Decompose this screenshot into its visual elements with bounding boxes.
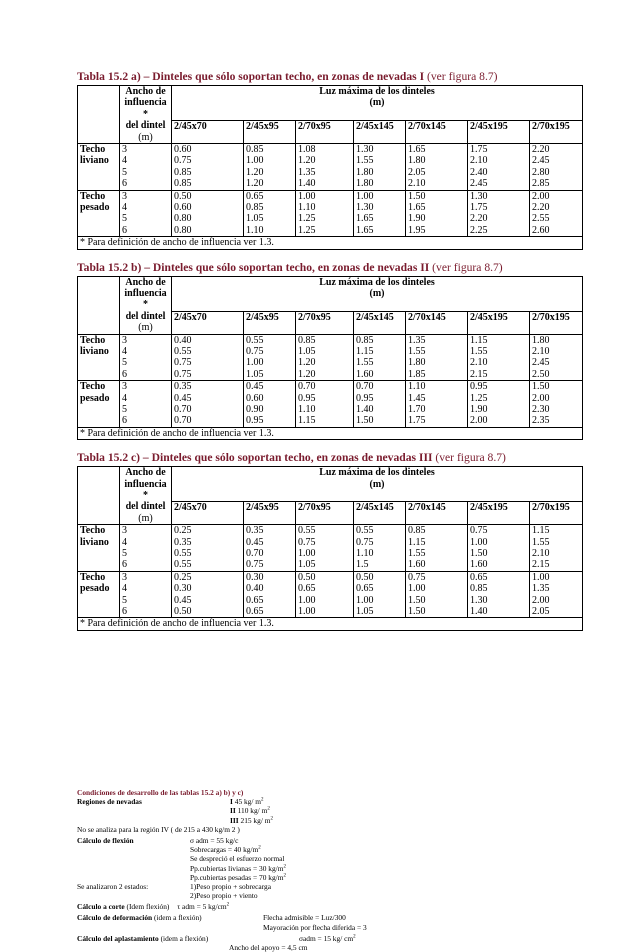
deform-label: Cálculo de deformación bbox=[77, 913, 153, 923]
table-footnote: * Para definición de ancho de influencia ver 1.3. bbox=[78, 618, 583, 630]
column-header: 2/70x195 bbox=[530, 311, 583, 334]
column-header: 2/70x145 bbox=[406, 311, 468, 334]
lintel-table bbox=[77, 276, 583, 441]
column-header: 2/70x95 bbox=[296, 502, 354, 525]
column-header: 2/70x95 bbox=[296, 311, 354, 334]
regiones-label: Regiones de nevadas bbox=[77, 797, 142, 807]
luz-values: 0.50 0.65 1.00 1.00 bbox=[296, 571, 354, 618]
column-header: 2/45x145 bbox=[354, 311, 406, 334]
luz-values: 0.50 0.65 1.00 1.05 bbox=[354, 571, 406, 618]
document-page bbox=[77, 70, 582, 642]
luz-values: 0.35 0.45 0.70 0.75 bbox=[244, 525, 296, 572]
luz-values: 0.65 0.85 1.30 1.40 bbox=[468, 571, 530, 618]
aplast-label: Cálculo del aplastamiento bbox=[77, 933, 159, 943]
luz-values: 0.50 0.60 0.80 0.80 bbox=[172, 190, 244, 237]
table-title: Tabla 15.2 b) – Dinteles que sólo soportan techo, en zonas de nevadas II (ver figura 8.7) bbox=[77, 260, 503, 274]
luz-values: 0.30 0.40 0.65 0.65 bbox=[244, 571, 296, 618]
column-header: 2/70x195 bbox=[530, 502, 583, 525]
luz-values: 0.55 0.75 1.10 1.5 bbox=[354, 525, 406, 572]
luz-header: Luz máxima de los dinteles (m) bbox=[172, 86, 583, 121]
ancho-header: Ancho de influencia * del dintel (m) bbox=[120, 467, 172, 525]
table-row bbox=[78, 571, 583, 618]
luz-values: 0.25 0.35 0.55 0.55 bbox=[172, 525, 244, 572]
column-header: 2/45x70 bbox=[172, 311, 244, 334]
table-header-row bbox=[78, 86, 583, 121]
table-title: Tabla 15.2 a) – Dinteles que sólo soportan techo, en zonas de nevadas I (ver figura 8.7) bbox=[77, 70, 498, 83]
luz-values: 0.85 1.15 1.55 1.60 bbox=[354, 334, 406, 381]
table-header-row bbox=[78, 467, 583, 502]
luz-values: 0.85 1.05 1.20 1.20 bbox=[296, 334, 354, 381]
luz-values: 0.95 1.25 1.90 2.00 bbox=[468, 381, 530, 428]
column-header: 2/45x95 bbox=[244, 121, 296, 144]
luz-header: Luz máxima de los dinteles (m) bbox=[172, 276, 583, 311]
table-row bbox=[78, 525, 583, 572]
ancho-values: 3 4 5 6 bbox=[120, 525, 172, 572]
luz-values: 0.55 0.75 1.00 1.05 bbox=[296, 525, 354, 572]
roof-type: Techo pesado bbox=[78, 571, 120, 618]
column-header: 2/45x70 bbox=[172, 121, 244, 144]
column-header: 2/45x145 bbox=[354, 502, 406, 525]
roof-type: Techo liviano bbox=[78, 334, 120, 381]
ancho-values: 3 4 5 6 bbox=[120, 144, 172, 191]
roof-type: Techo liviano bbox=[78, 144, 120, 191]
luz-values: 0.70 0.95 1.10 1.15 bbox=[296, 381, 354, 428]
luz-values: 1.00 1.10 1.25 1.25 bbox=[296, 190, 354, 237]
luz-values: 1.30 1.75 2.20 2.25 bbox=[468, 190, 530, 237]
column-header: 2/70x95 bbox=[296, 121, 354, 144]
table-block bbox=[77, 451, 582, 631]
luz-values: 0.75 1.00 1.50 1.50 bbox=[406, 571, 468, 618]
luz-values: 1.15 1.55 2.10 2.15 bbox=[530, 525, 583, 572]
column-header: 2/45x195 bbox=[468, 502, 530, 525]
luz-values: 1.50 1.65 1.90 1.95 bbox=[406, 190, 468, 237]
luz-values: 1.30 1.55 1.80 1.80 bbox=[354, 144, 406, 191]
roof-type: Techo liviano bbox=[78, 525, 120, 572]
lintel-table bbox=[77, 466, 583, 631]
table-footnote: * Para definición de ancho de influencia ver 1.3. bbox=[78, 237, 583, 249]
luz-values: 2.00 2.20 2.55 2.60 bbox=[530, 190, 583, 237]
table-footnote: * Para definición de ancho de influencia ver 1.3. bbox=[78, 427, 583, 439]
estados-label: Se analizaron 2 estados: bbox=[77, 881, 149, 891]
roof-type: Techo pesado bbox=[78, 381, 120, 428]
column-header: 2/70x145 bbox=[406, 121, 468, 144]
luz-values: 0.35 0.45 0.70 0.70 bbox=[172, 381, 244, 428]
ancho-values: 3 4 5 6 bbox=[120, 381, 172, 428]
ancho-header: Ancho de influencia * del dintel (m) bbox=[120, 276, 172, 334]
column-header: 2/45x145 bbox=[354, 121, 406, 144]
luz-header: Luz máxima de los dinteles (m) bbox=[172, 467, 583, 502]
luz-values: 1.15 1.55 2.10 2.15 bbox=[468, 334, 530, 381]
column-header: 2/70x145 bbox=[406, 502, 468, 525]
column-header: 2/45x195 bbox=[468, 121, 530, 144]
table-header-row bbox=[78, 276, 583, 311]
column-header: 2/45x95 bbox=[244, 502, 296, 525]
table-row bbox=[78, 190, 583, 237]
luz-values: 0.65 0.85 1.05 1.10 bbox=[244, 190, 296, 237]
luz-values: 0.75 1.00 1.50 1.60 bbox=[468, 525, 530, 572]
luz-values: 0.40 0.55 0.75 0.75 bbox=[172, 334, 244, 381]
table-block bbox=[77, 261, 582, 441]
luz-values: 0.60 0.75 0.85 0.85 bbox=[172, 144, 244, 191]
ancho-values: 3 4 5 6 bbox=[120, 190, 172, 237]
ancho-values: 3 4 5 6 bbox=[120, 571, 172, 618]
roof-type: Techo pesado bbox=[78, 190, 120, 237]
table-row bbox=[78, 144, 583, 191]
luz-values: 1.65 1.80 2.05 2.10 bbox=[406, 144, 468, 191]
luz-values: 1.00 1.35 2.00 2.05 bbox=[530, 571, 583, 618]
luz-values: 0.45 0.60 0.90 0.95 bbox=[244, 381, 296, 428]
luz-values: 0.70 0.95 1.40 1.50 bbox=[354, 381, 406, 428]
luz-values: 0.85 1.00 1.20 1.20 bbox=[244, 144, 296, 191]
conditions-title: Condiciones de desarrollo de las tablas 15.2 a) b) y c) bbox=[77, 788, 244, 797]
no-region-note: No se analiza para la región IV ( de 215 a 430 kg/m 2 ) bbox=[77, 824, 240, 834]
luz-values: 2.20 2.45 2.80 2.85 bbox=[530, 144, 583, 191]
luz-values: 1.00 1.30 1.65 1.65 bbox=[354, 190, 406, 237]
table-block bbox=[77, 70, 582, 250]
luz-values: 1.35 1.55 1.80 1.85 bbox=[406, 334, 468, 381]
column-header: 2/45x70 bbox=[172, 502, 244, 525]
conditions-section: Condiciones de desarrollo de las tablas 15.2 a) b) y c) Regiones de nevadas I 45 kg/ $m^2$ II 110 kg/ $m^2$ III 215 kg/ $m^2$ No se analiza para la región IV ( de 215 a 430 kg/m 2 ) Cálculo de flexión σ adm = 55 kg/c Sobrecargas = 40 $kg/m^2$ Se despreció el esfuerzo normal Pp.cubiertas livianas = 30 $kg/m^2$ Pp.cubiertas pesadas = 70 $kg/m^2$ Se analizaron 2 estados: 1)Peso propio + sobrecarga 2)Peso propio + viento Cálculo a corte (Idem flexión) τ adm = 5 $kg/cm^2$ Cálculo de deformación (idem a flexión) Flecha admisible = Luz/300 Mayoración por flecha diferida = 3 Cálculo del aplastamiento (idem a flexión) σadm = 15 kg/ $cm^2$ Ancho del apoyo = 4,5 cm bbox=[77, 788, 367, 952]
luz-values: 1.08 1.20 1.35 1.40 bbox=[296, 144, 354, 191]
corte-label: Cálculo a corte bbox=[77, 902, 125, 912]
ancho-values: 3 4 5 6 bbox=[120, 334, 172, 381]
table-title: Tabla 15.2 c) – Dinteles que sólo soportan techo, en zonas de nevadas III (ver figura 8.7) bbox=[77, 451, 506, 465]
luz-values: 0.25 0.30 0.45 0.50 bbox=[172, 571, 244, 618]
column-header: 2/70x195 bbox=[530, 121, 583, 144]
table-row bbox=[78, 381, 583, 428]
column-header: 2/45x95 bbox=[244, 311, 296, 334]
luz-values: 0.85 1.15 1.55 1.60 bbox=[406, 525, 468, 572]
luz-values: 1.75 2.10 2.40 2.45 bbox=[468, 144, 530, 191]
lintel-table bbox=[77, 85, 583, 250]
column-header: 2/45x195 bbox=[468, 311, 530, 334]
luz-values: 0.55 0.75 1.00 1.05 bbox=[244, 334, 296, 381]
luz-values: 1.50 2.00 2.30 2.35 bbox=[530, 381, 583, 428]
ancho-header: Ancho de influencia * del dintel (m) bbox=[120, 86, 172, 144]
flexion-label: Cálculo de flexión bbox=[77, 835, 134, 845]
table-row bbox=[78, 334, 583, 381]
luz-values: 1.80 2.10 2.45 2.50 bbox=[530, 334, 583, 381]
luz-values: 1.10 1.45 1.70 1.75 bbox=[406, 381, 468, 428]
